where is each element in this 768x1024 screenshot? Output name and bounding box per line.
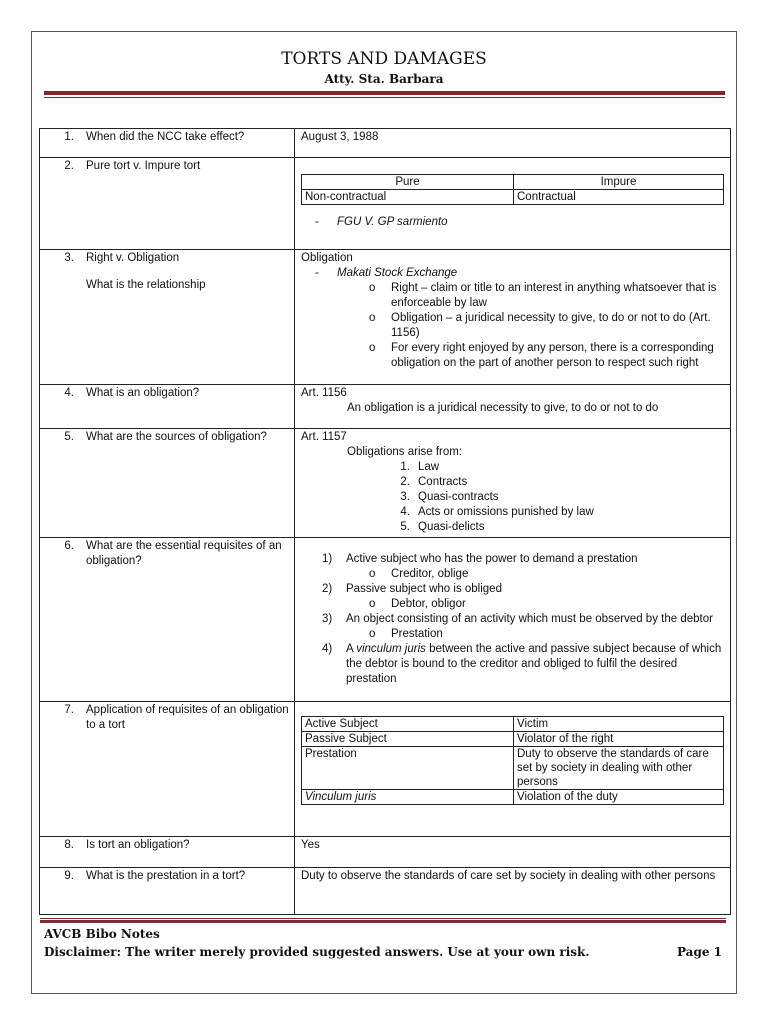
answer-cell	[295, 158, 731, 250]
requisites-tort-table	[301, 716, 724, 805]
answer-cell	[295, 702, 731, 837]
page-number: Page 1	[676, 945, 722, 959]
requisite-number: 4)	[322, 643, 333, 655]
bullet-text: Right – claim or title to an interest in anything whatsoever that is enforceable by law	[391, 282, 717, 309]
bullet-marker: o	[369, 342, 376, 354]
list-item: Law	[418, 461, 440, 473]
dash-bullet: -	[315, 216, 319, 228]
header-rule-thin	[44, 97, 725, 98]
question-cell	[40, 385, 295, 429]
qa-table	[39, 128, 731, 915]
bullet-marker: o	[369, 312, 376, 324]
list-item: Quasi-delicts	[418, 521, 485, 533]
table-cell: Active Subject	[302, 717, 514, 732]
table-row	[40, 429, 731, 538]
table-header: Impure	[514, 175, 724, 190]
requisite-sub: Debtor, obligor	[391, 598, 466, 610]
question-number: 7.	[64, 704, 74, 716]
answer-intro: Obligations arise from:	[347, 446, 463, 458]
answer-cell	[295, 868, 731, 915]
requisite-sub: Creditor, oblige	[391, 568, 469, 580]
table-cell: Contractual	[514, 190, 724, 205]
answer-text: Yes	[301, 839, 320, 851]
header-rule	[44, 91, 725, 95]
bullet-marker: o	[369, 282, 376, 294]
bullet-text: Obligation – a juridical necessity to give, to do or not to do (Art. 1156)	[391, 312, 711, 339]
table-cell: Violator of the right	[514, 732, 724, 747]
question-text: Pure tort v. Impure tort	[86, 160, 201, 172]
table-row	[40, 868, 731, 915]
question-cell	[40, 538, 295, 702]
question-number: 4.	[64, 387, 74, 399]
answer-heading: Art. 1156	[301, 387, 347, 399]
table-header: Pure	[302, 175, 514, 190]
bullet-marker: o	[369, 598, 376, 610]
answer-cell	[295, 837, 731, 868]
question-cell	[40, 429, 295, 538]
list-item: Contracts	[418, 476, 468, 488]
question-subtext: What is the relationship	[86, 279, 206, 291]
table-cell: Non-contractual	[302, 190, 514, 205]
answer-cell	[295, 129, 731, 158]
document-title: TORTS AND DAMAGES	[281, 49, 487, 69]
answer-heading: Art. 1157	[301, 431, 347, 443]
requisite-text-post: between the active and passive subject because of which the debtor is bound to the creditor and obliged to fulfil the desired prestation	[346, 643, 722, 685]
question-text: Application of requisites of an obligation to a tort	[86, 704, 289, 731]
question-cell	[40, 702, 295, 837]
question-number: 1.	[64, 131, 74, 143]
answer-text: August 3, 1988	[301, 131, 379, 143]
list-number: 1.	[400, 461, 410, 473]
requisite-text	[346, 642, 725, 687]
question-text: Right v. Obligation	[86, 252, 180, 264]
question-text: When did the NCC take effect?	[86, 131, 245, 143]
table-row	[40, 158, 731, 250]
answer-cell	[295, 250, 731, 385]
question-text: Is tort an obligation?	[86, 839, 190, 851]
question-text: What is an obligation?	[86, 387, 200, 399]
answer-cell	[295, 385, 731, 429]
table-row	[40, 250, 731, 385]
table-row	[40, 837, 731, 868]
question-number: 9.	[64, 870, 74, 882]
table-row	[40, 538, 731, 702]
answer-cell	[295, 429, 731, 538]
question-number: 2.	[64, 160, 74, 172]
question-cell	[40, 158, 295, 250]
question-number: 8.	[64, 839, 74, 851]
question-number: 3.	[64, 252, 74, 264]
question-cell	[40, 837, 295, 868]
question-text: What are the essential requisites of an obligation?	[86, 540, 282, 567]
question-number: 5.	[64, 431, 74, 443]
bullet-marker: o	[369, 628, 376, 640]
table-cell: Vinculum juris	[302, 790, 514, 805]
answer-text: Duty to observe the standards of care set by society in dealing with other persons	[301, 870, 716, 882]
footer-rule	[40, 920, 726, 923]
bullet-marker: o	[369, 568, 376, 580]
table-cell: Victim	[514, 717, 724, 732]
case-name: Makati Stock Exchange	[337, 267, 458, 279]
answer-heading: Obligation	[301, 252, 353, 264]
list-item: Quasi-contracts	[418, 491, 499, 503]
footer-disclaimer: Disclaimer: The writer merely provided suggested answers. Use at your own risk.	[44, 945, 590, 959]
footer-source: AVCB Bibo Notes	[44, 927, 160, 941]
list-number: 2.	[400, 476, 410, 488]
requisite-term: vinculum juris	[356, 643, 426, 655]
question-text: What are the sources of obligation?	[86, 431, 267, 443]
question-text: What is the prestation in a tort?	[86, 870, 246, 882]
bullet-text: For every right enjoyed by any person, there is a corresponding obligation on the part of another person to respect such right	[391, 342, 714, 369]
table-row	[40, 702, 731, 837]
list-number: 3.	[400, 491, 410, 503]
question-cell	[40, 129, 295, 158]
dash-bullet: -	[315, 267, 319, 279]
table-row	[40, 129, 731, 158]
table-row	[40, 385, 731, 429]
table-cell: Prestation	[302, 747, 514, 790]
requisite-sub: Prestation	[391, 628, 443, 640]
requisite-number: 1)	[322, 553, 333, 565]
requisite-text: An object consisting of an activity which must be observed by the debtor	[346, 613, 713, 625]
pure-impure-table	[301, 174, 724, 205]
question-number: 6.	[64, 540, 74, 552]
question-cell	[40, 250, 295, 385]
table-cell: Duty to observe the standards of care set by society in dealing with other persons	[514, 747, 724, 790]
table-cell: Passive Subject	[302, 732, 514, 747]
case-name: FGU V. GP sarmiento	[337, 216, 448, 228]
footer-rule-thin	[40, 918, 726, 919]
document-subtitle: Atty. Sta. Barbara	[324, 72, 444, 86]
list-number: 4.	[400, 506, 410, 518]
requisite-text: Active subject who has the power to demand a prestation	[346, 553, 638, 565]
question-cell	[40, 868, 295, 915]
requisite-number: 2)	[322, 583, 333, 595]
answer-body: An obligation is a juridical necessity to give, to do or not to do	[347, 402, 659, 414]
requisite-text-pre: A	[346, 643, 357, 655]
requisite-text: Passive subject who is obliged	[346, 583, 502, 595]
list-number: 5.	[400, 521, 410, 533]
answer-cell	[295, 538, 731, 702]
list-item: Acts or omissions punished by law	[418, 506, 594, 518]
table-cell: Violation of the duty	[514, 790, 724, 805]
requisite-number: 3)	[322, 613, 333, 625]
